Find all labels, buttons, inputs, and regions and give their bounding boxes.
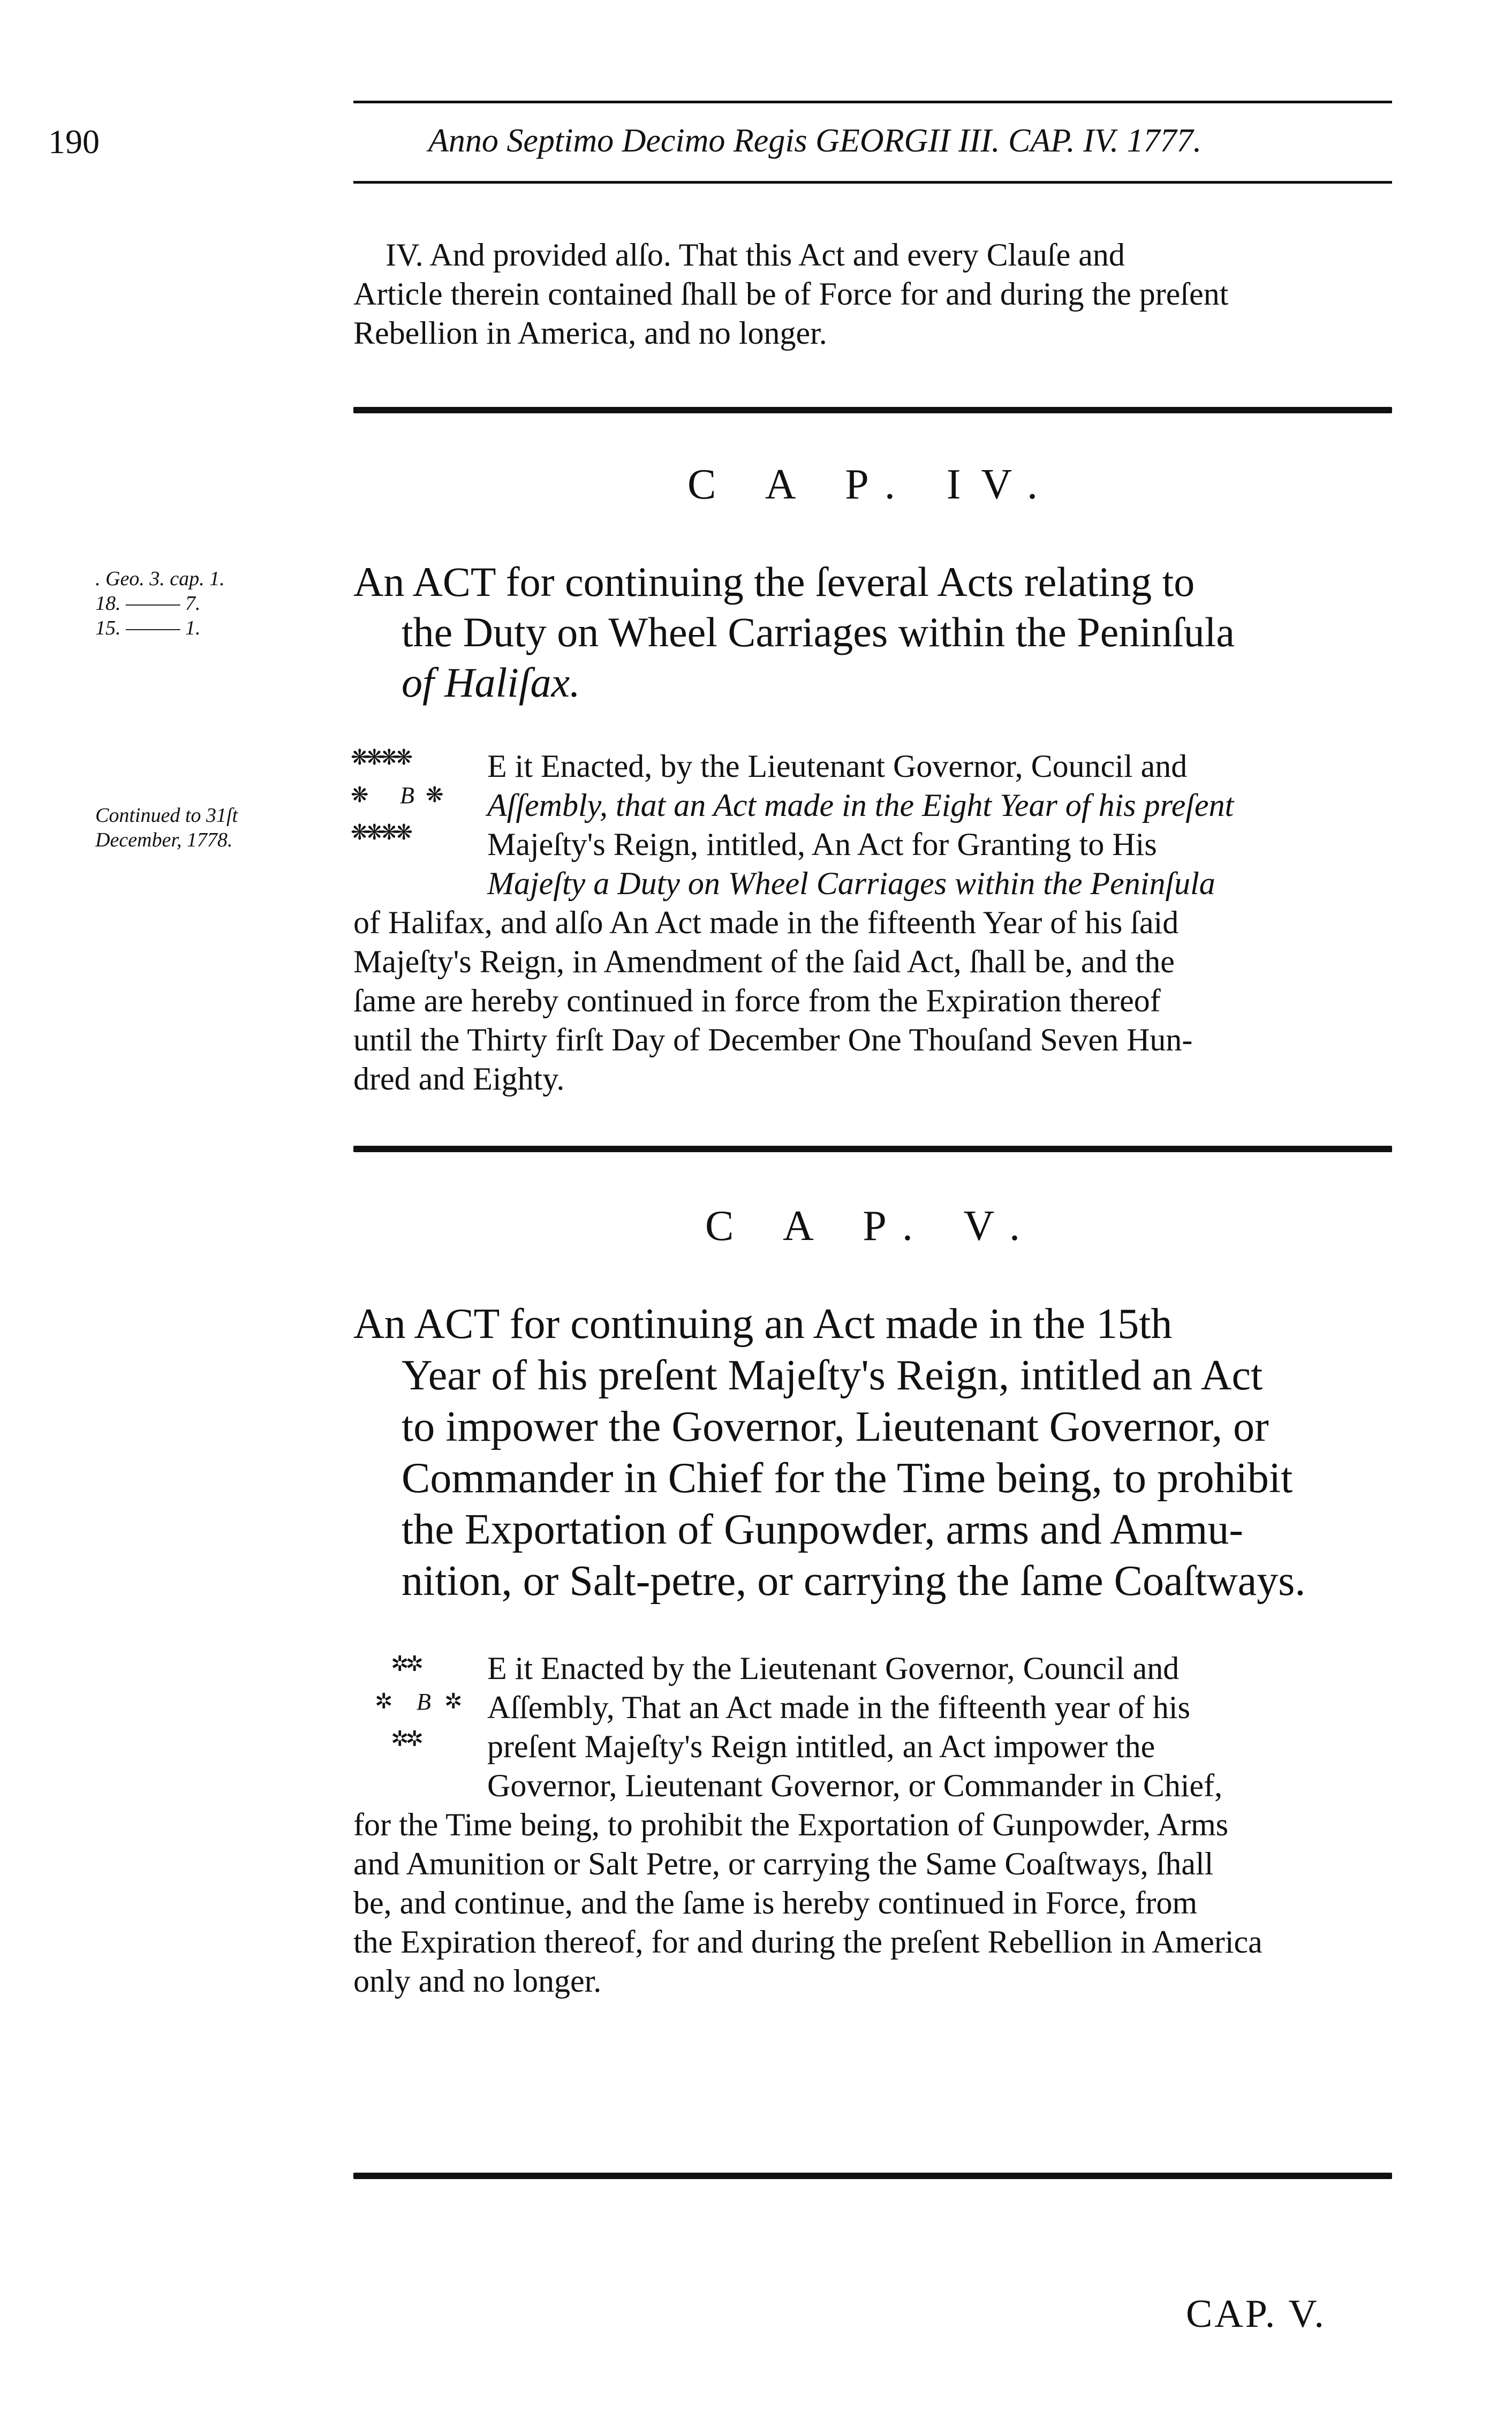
ornament-icon: ✲✲ [391, 1727, 421, 1751]
enact-line: Governor, Lieutenant Governor, or Commander in Chief, [487, 1768, 1223, 1803]
section-divider-rule [353, 1146, 1392, 1152]
cap-v-title-line: Year of his preſent Majeſty's Reign, intitled an Act [402, 1352, 1263, 1399]
cap-iv-title-line: of Haliſax. [402, 659, 580, 706]
ornament-icon: ✲ [375, 1689, 390, 1714]
enact-line: the Expiration thereof, for and during the preſent Rebellion in America [353, 1924, 1262, 1960]
cap-iv-heading: C A P. IV. [687, 461, 1059, 508]
ornament-icon: ✲✲ [391, 1652, 421, 1676]
enact-line: dred and Eighty. [353, 1061, 565, 1096]
cap-v-heading: C A P. V. [705, 1203, 1040, 1250]
cap-iv-margin-references [95, 566, 225, 640]
proviso-line: Rebellion in America, and no longer. [353, 315, 827, 351]
enact-line: of Halifax, and alſo An Act made in the fifteenth Year of his ſaid [353, 905, 1179, 940]
cap-iv-title-line: An ACT for continuing the ſeveral Acts relating to [353, 558, 1195, 605]
cap-v-enacting-clause [353, 1649, 1397, 2001]
continued-note [95, 803, 238, 852]
enact-line: preſent Majeſty's Reign intitled, an Act impower the [487, 1729, 1155, 1764]
enact-line: only and no longer. [353, 1963, 602, 1999]
proviso-paragraph [353, 236, 1397, 353]
ornament-icon: ❋❋❋❋ [351, 745, 410, 770]
enact-line: Majeſty's Reign, in Amendment of the ſaid Act, ſhall be, and the [353, 944, 1175, 979]
header-top-rule [353, 101, 1392, 103]
enact-line: Majeſty's Reign, intitled, An Act for Granting to His [487, 827, 1157, 862]
enact-line: Aſſembly, That an Act made in the fifteenth year of his [487, 1690, 1190, 1725]
proviso-line: IV. And provided alſo. That this Act and every Clauſe and [385, 237, 1125, 273]
cap-v-title-line: to impower the Governor, Lieutenant Governor, or [402, 1403, 1269, 1450]
cap-v-title [353, 1298, 1397, 1607]
section-divider-rule [353, 407, 1392, 413]
cap-v-title-line: nition, or Salt-petre, or carrying the ſame Coaſtways. [402, 1557, 1306, 1605]
header-bottom-rule [353, 181, 1392, 184]
cap-iv-enacting-clause [353, 747, 1397, 1099]
catchword: CAP. V. [1186, 2292, 1326, 2336]
cap-v-title-line: the Exportation of Gunpowder, arms and Ammu- [402, 1506, 1244, 1553]
continued-note-line: Continued to 31ſt [95, 804, 238, 827]
proviso-line: Article therein contained ſhall be of Force for and during the preſent [353, 276, 1229, 312]
cap-iv-title [353, 557, 1397, 708]
ornament-icon: ❋ [426, 783, 441, 807]
margin-ref: 15. ——— 1. [95, 617, 201, 639]
enact-line: until the Thirty firſt Day of December One Thouſand Seven Hun- [353, 1022, 1193, 1057]
cap-iv-title-line: the Duty on Wheel Carriages within the Peninſula [402, 609, 1235, 655]
dropcap-letter: B [400, 782, 414, 808]
enact-line: ſame are hereby continued in force from the Expiration thereof [353, 983, 1161, 1018]
ornament-icon: ❋ [351, 783, 366, 807]
cap-v-title-line: Commander in Chief for the Time being, to prohibit [402, 1455, 1293, 1502]
enact-line: and Amunition or Salt Petre, or carrying the Same Coaſtways, ſhall [353, 1846, 1214, 1881]
cap-v-title-line: An ACT for continuing an Act made in the 15th [353, 1300, 1173, 1348]
continued-note-line: December, 1778. [95, 829, 233, 851]
enact-line: E it Enacted, by the Lieutenant Governor, Council and [487, 748, 1188, 784]
enact-line: for the Time being, to prohibit the Exportation of Gunpowder, Arms [353, 1807, 1229, 1842]
enact-line: be, and continue, and the ſame is hereby continued in Force, from [353, 1885, 1198, 1920]
enact-line: Aſſembly, that an Act made in the Eight Year of his preſent [487, 788, 1234, 823]
page-number: 190 [48, 123, 100, 161]
closing-rule [353, 2173, 1392, 2179]
running-head: Anno Septimo Decimo Regis GEORGII III. CAP. IV. 1777. [428, 123, 1202, 159]
margin-ref: 18. ——— 7. [95, 592, 201, 615]
margin-ref: . Geo. 3. cap. 1. [95, 568, 225, 590]
ornament-icon: ❋❋❋❋ [351, 820, 410, 845]
ornament-icon: ✲ [444, 1689, 459, 1714]
dropcap-letter: B [417, 1689, 431, 1715]
enact-line: E it Enacted by the Lieutenant Governor, Council and [487, 1651, 1180, 1686]
enact-line: Majeſty a Duty on Wheel Carriages within the Peninſula [487, 866, 1215, 901]
